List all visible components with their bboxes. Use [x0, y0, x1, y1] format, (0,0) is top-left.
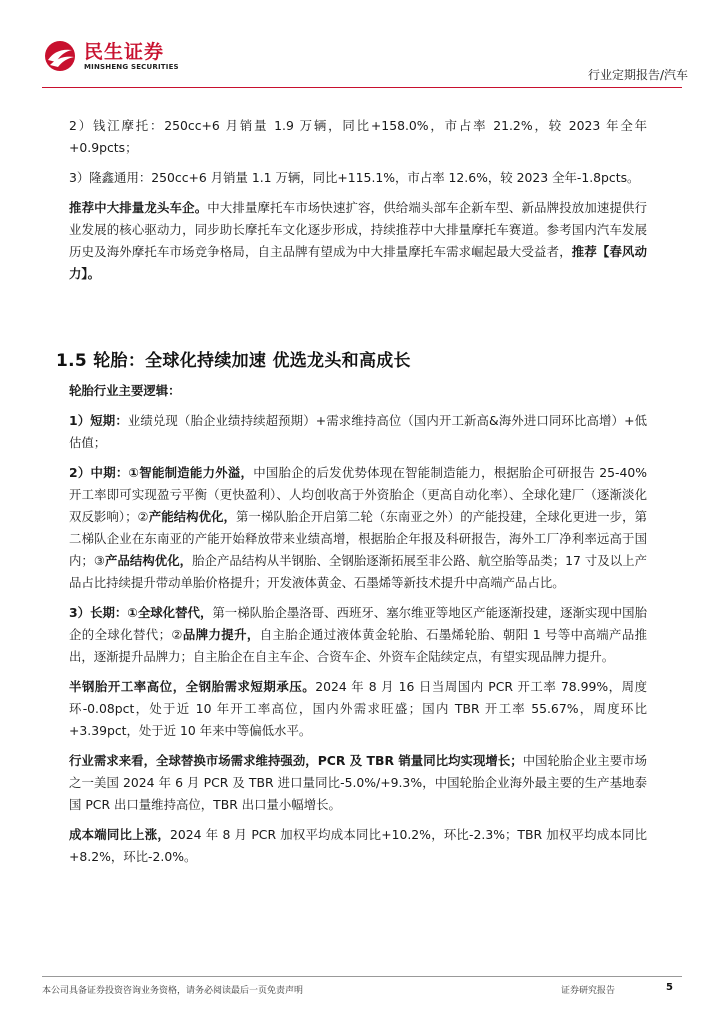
header-divider [42, 87, 682, 88]
long-term-text-1: 第一梯队胎企墨洛哥、西班牙、塞尔维亚等地区产能逐渐投建，逐渐实现中国胎企的全球化替代；② [69, 605, 647, 642]
paragraph-short-term [69, 410, 647, 454]
footer-disclaimer: 本公司具备证券投资咨询业务资格，请务必阅读最后一页免责声明 [42, 986, 304, 996]
short-term-lead: 1）短期： [69, 413, 128, 428]
page-header [42, 40, 688, 84]
paragraph-long-term [69, 602, 647, 668]
long-term-bold-2: 品牌力提升， [182, 627, 260, 642]
recommend-end: 推荐【春风动力】。 [69, 244, 648, 281]
operating-rate-text: 2024 年 8 月 16 日当周国内 PCR 开工率 78.99%，周度环-0.08pct，处于近 10 年开工率高位，国内外需求旺盛；国内 TBR 开工率 55.67%，周度环比+3.39pct，处于近 10 年来中等偏低水平。 [69, 679, 647, 738]
cost-lead: 成本端同比上涨， [69, 827, 170, 842]
recommend-text: 中大排量摩托车市场快速扩容，供给端头部车企新车型、新品牌投放加速提供行业发展的核心驱动力，同步助长摩托车文化逐步形成，持续推荐中大排量摩托车赛道。参考国内汽车发展历史及海外摩托车市场竞争格局，自主品牌有望成为中大排量摩托车需求崛起最大受益者， [69, 200, 648, 259]
paragraph-qianjiang: 2）钱江摩托：250cc+6 月销量 1.9 万辆，同比+158.0%，市占率 21.2%，较 2023 年全年+0.9pcts； [69, 118, 647, 155]
page-number: 5 [666, 982, 673, 993]
paragraph-recommend-motorcycle [69, 197, 647, 285]
paragraph-cost [69, 824, 647, 868]
body-text-top [69, 115, 647, 293]
mid-term-bold-3: 产品结构优化， [105, 553, 193, 568]
paragraph-longxin: 3）隆鑫通用：250cc+6 月销量 1.1 万辆，同比+115.1%，市占率 12.6%，较 2023 全年-1.8pcts。 [69, 170, 640, 185]
demand-lead: 行业需求来看，全球替换市场需求维持强劲，PCR 及 TBR 销量同比均实现增长； [69, 753, 523, 768]
mid-term-text-3: 胎企产品结构从半钢胎、全钢胎逐渐拓展至非公路、航空胎等品类；17 寸及以上产品占比持续提升带动单胎价格提升；开发液体黄金、石墨烯等新技术提升中高端产品占比。 [69, 553, 648, 590]
mid-term-text-1: 中国胎企的后发优势体现在智能制造能力，根据胎企可研报告 25-40%开工率即可实现盈亏平衡（更快盈利）、人均创收高于外资胎企（更高自动化率）、全球化建厂（逐渐淡化双反影响）；② [69, 465, 647, 524]
company-logo [42, 40, 179, 72]
body-text-tires [69, 380, 647, 876]
mid-term-bold-2: 产能结构优化， [148, 509, 236, 524]
paragraph-mid-term [69, 462, 647, 594]
long-term-text-2: 自主胎企通过液体黄金轮胎、石墨烯轮胎、朝阳 1 号等中高端产品推出，逐渐提升品牌力；自主胎企在自主车企、合资车企、外资车企陆续定点，有望实现品牌力提升。 [69, 627, 648, 664]
paragraph-demand [69, 750, 647, 816]
long-term-lead: 3）长期：①全球化替代， [69, 605, 213, 620]
demand-text: 中国轮胎企业主要市场之一美国 2024 年 6 月 PCR 及 TBR 进口量同比-5.0%/+9.3%，中国轮胎企业海外最主要的生产基地泰国 PCR 出口量维持高位，TBR 出口量小幅增长。 [69, 753, 648, 812]
mid-term-lead: 2）中期：①智能制造能力外溢， [69, 465, 254, 480]
paragraph-operating-rate [69, 676, 647, 742]
footer-label: 证券研究报告 [561, 986, 616, 996]
recommend-lead: 推荐中大排量龙头车企。 [69, 200, 208, 215]
minsheng-logo-icon [42, 40, 78, 72]
report-type-label: 行业定期报告/汽车 [587, 68, 688, 82]
section-title-tires: 1.5 轮胎：全球化持续加速 优选龙头和高成长 [56, 351, 411, 371]
operating-rate-lead: 半钢胎开工率高位，全钢胎需求短期承压。 [69, 679, 316, 694]
logo-english-name: MINSHENG SECURITIES [84, 62, 179, 71]
short-term-text: 业绩兑现（胎企业绩持续超预期）+需求维持高位（国内开工新高&海外进口同环比高增）+低估值； [69, 413, 647, 450]
cost-text: 2024 年 8 月 PCR 加权平均成本同比+10.2%，环比-2.3%；TBR 加权平均成本同比+8.2%，环比-2.0%。 [69, 827, 647, 864]
logic-title: 轮胎行业主要逻辑： [69, 383, 181, 398]
footer-divider [42, 976, 682, 977]
mid-term-text-2: 第一梯队胎企开启第二轮（东南亚之外）的产能投建，全球化更进一步，第二梯队企业在东南亚的产能开始释放带来业绩高增，根据胎企年报及科研报告，海外工厂净利率远高于国内；③ [69, 509, 648, 568]
logo-chinese-name: 民生证券 [84, 40, 165, 63]
